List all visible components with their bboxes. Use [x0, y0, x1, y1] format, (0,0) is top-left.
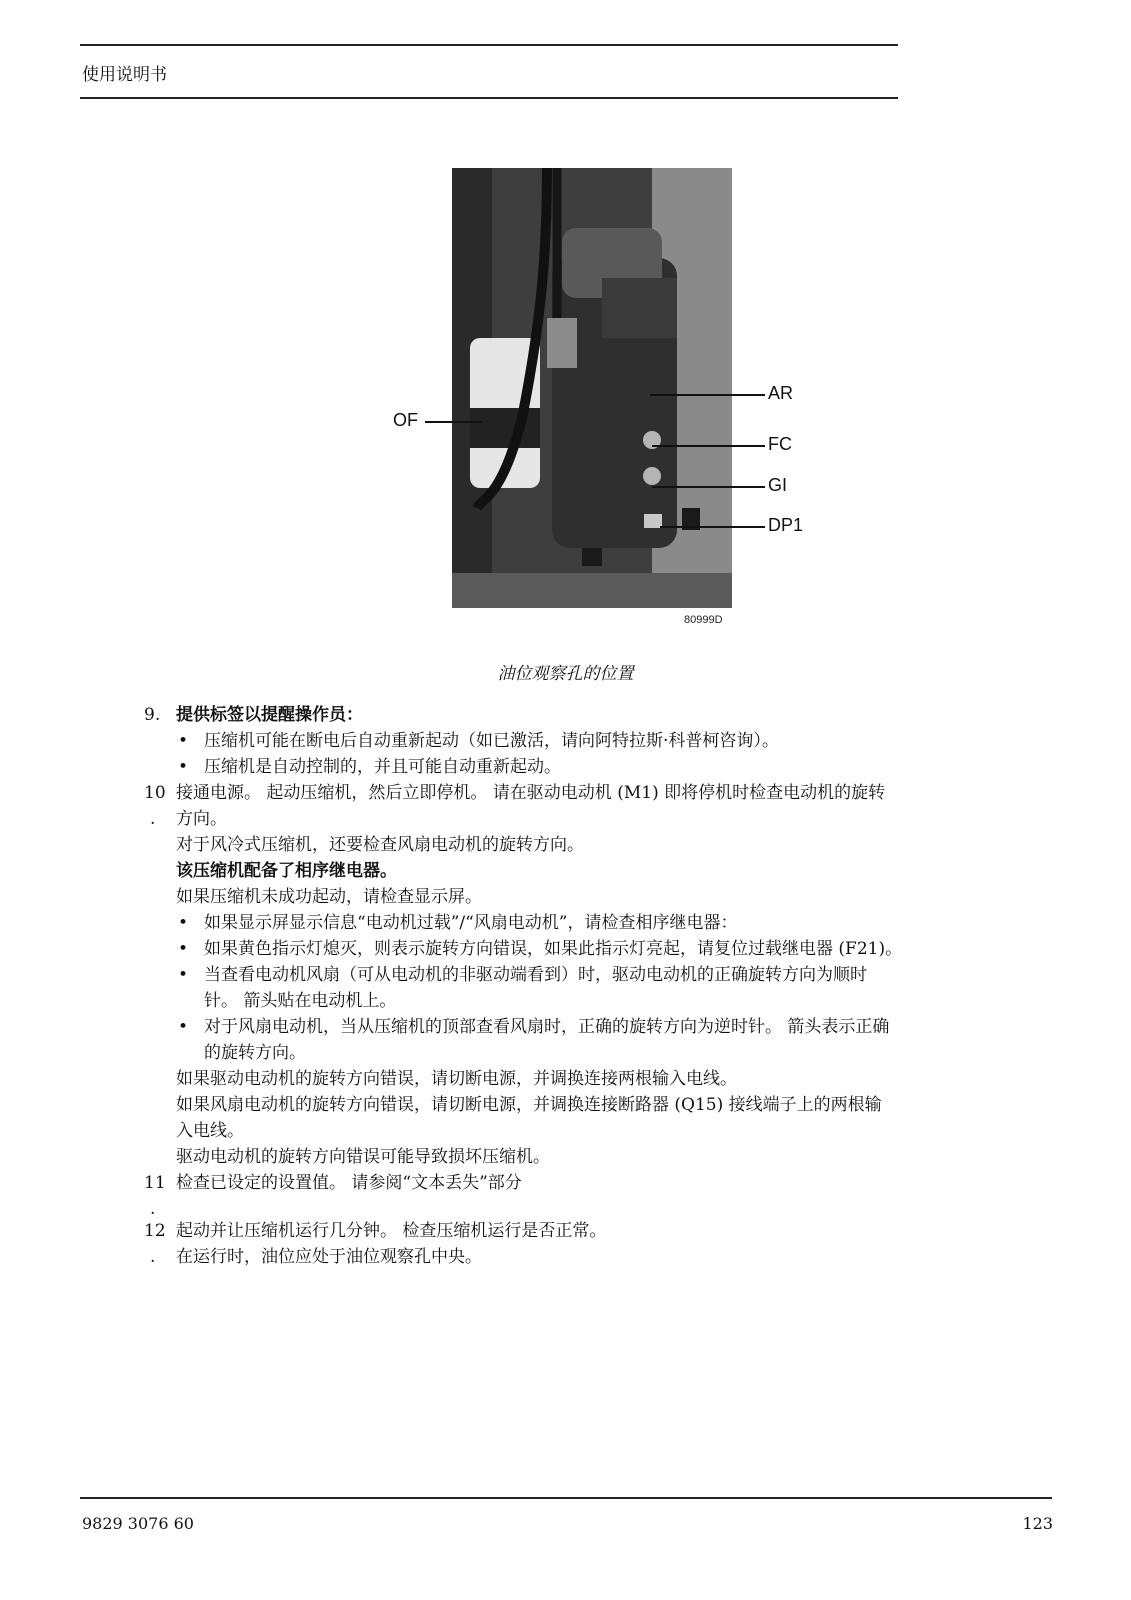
step-10-line-8: 驱动电动机的旋转方向错误可能导致损坏压缩机。 [176, 1147, 550, 1167]
bullet-icon: • [178, 1017, 189, 1037]
step-10-line-5: 如果压缩机未成功起动，请检查显示屏。 [176, 887, 482, 907]
step-10-line-4: 该压缩机配备了相序继电器。 [176, 861, 397, 881]
step-10-number-dot: . [150, 809, 156, 829]
bullet-icon: • [178, 731, 189, 751]
step-10-line-7a: 如果风扇电动机的旋转方向错误，请切断电源，并调换连接断路器 (Q15) 接线端子上的两根输 [176, 1095, 882, 1115]
callout-dp1: DP1 [768, 515, 804, 535]
step-9-bullet-1: 压缩机可能在断电后自动重新起动（如已激活，请向阿特拉斯·科普柯咨询）。 [204, 731, 779, 751]
step-11-number: 11 [144, 1173, 166, 1193]
step-10-line-1: 接通电源。 起动压缩机，然后立即停机。 请在驱动电动机 (M1) 即将停机时检查电动机的旋转 [176, 783, 886, 803]
figure-caption: 油位观察孔的位置 [497, 664, 634, 684]
callout-of: OF [393, 410, 418, 430]
step-11-number-dot: . [150, 1199, 156, 1219]
step-10-line-7b: 入电线。 [176, 1121, 244, 1141]
callout-gi: GI [768, 475, 788, 495]
footer-doc-number: 9829 3076 60 [82, 1514, 194, 1533]
callout-ar: AR [768, 383, 794, 403]
bullet-icon: • [178, 757, 189, 777]
step-10-bullet-2: 如果黄色指示灯熄灭，则表示旋转方向错误，如果此指示灯亮起，请复位过载继电器 (F21)。 [204, 939, 903, 959]
step-12-number-dot: . [150, 1247, 156, 1267]
callout-fc: FC [768, 434, 792, 454]
step-9-title: 提供标签以提醒操作员： [176, 705, 363, 725]
step-9-number: 9. [144, 705, 161, 725]
footer-page-number: 123 [1022, 1514, 1053, 1533]
step-10-line-6: 如果驱动电动机的旋转方向错误，请切断电源，并调换连接两根输入电线。 [176, 1069, 737, 1089]
step-10-bullet-4b: 的旋转方向。 [204, 1043, 306, 1063]
step-9-bullet-2: 压缩机是自动控制的，并且可能自动重新起动。 [204, 757, 561, 777]
step-10-number: 10 [144, 783, 166, 803]
step-12-line-2: 在运行时，油位应处于油位观察孔中央。 [176, 1247, 482, 1267]
step-12-number: 12 [144, 1221, 166, 1241]
bullet-icon: • [178, 965, 189, 985]
step-11-line-1: 检查已设定的设置值。 请参阅“文本丢失”部分 [176, 1173, 522, 1193]
step-12-line-1: 起动并让压缩机运行几分钟。 检查压缩机运行是否正常。 [176, 1221, 607, 1241]
step-10-bullet-4a: 对于风扇电动机，当从压缩机的顶部查看风扇时，正确的旋转方向为逆时针。 箭头表示正确 [204, 1017, 890, 1037]
figure-image-id: 80999D [684, 614, 723, 626]
bullet-icon: • [178, 913, 189, 933]
step-10-bullet-1: 如果显示屏显示信息“电动机过载”/“风扇电动机”，请检查相序继电器： [204, 913, 738, 933]
bullet-icon: • [178, 939, 189, 959]
step-10-line-3: 对于风冷式压缩机，还要检查风扇电动机的旋转方向。 [176, 835, 584, 855]
step-10-bullet-3a: 当查看电动机风扇（可从电动机的非驱动端看到）时，驱动电动机的正确旋转方向为顺时 [204, 965, 867, 985]
footer-rule [80, 1497, 1052, 1499]
step-10-bullet-3b: 针。 箭头贴在电动机上。 [204, 991, 397, 1011]
header-title: 使用说明书 [82, 65, 167, 85]
step-10-line-2: 方向。 [176, 809, 227, 829]
